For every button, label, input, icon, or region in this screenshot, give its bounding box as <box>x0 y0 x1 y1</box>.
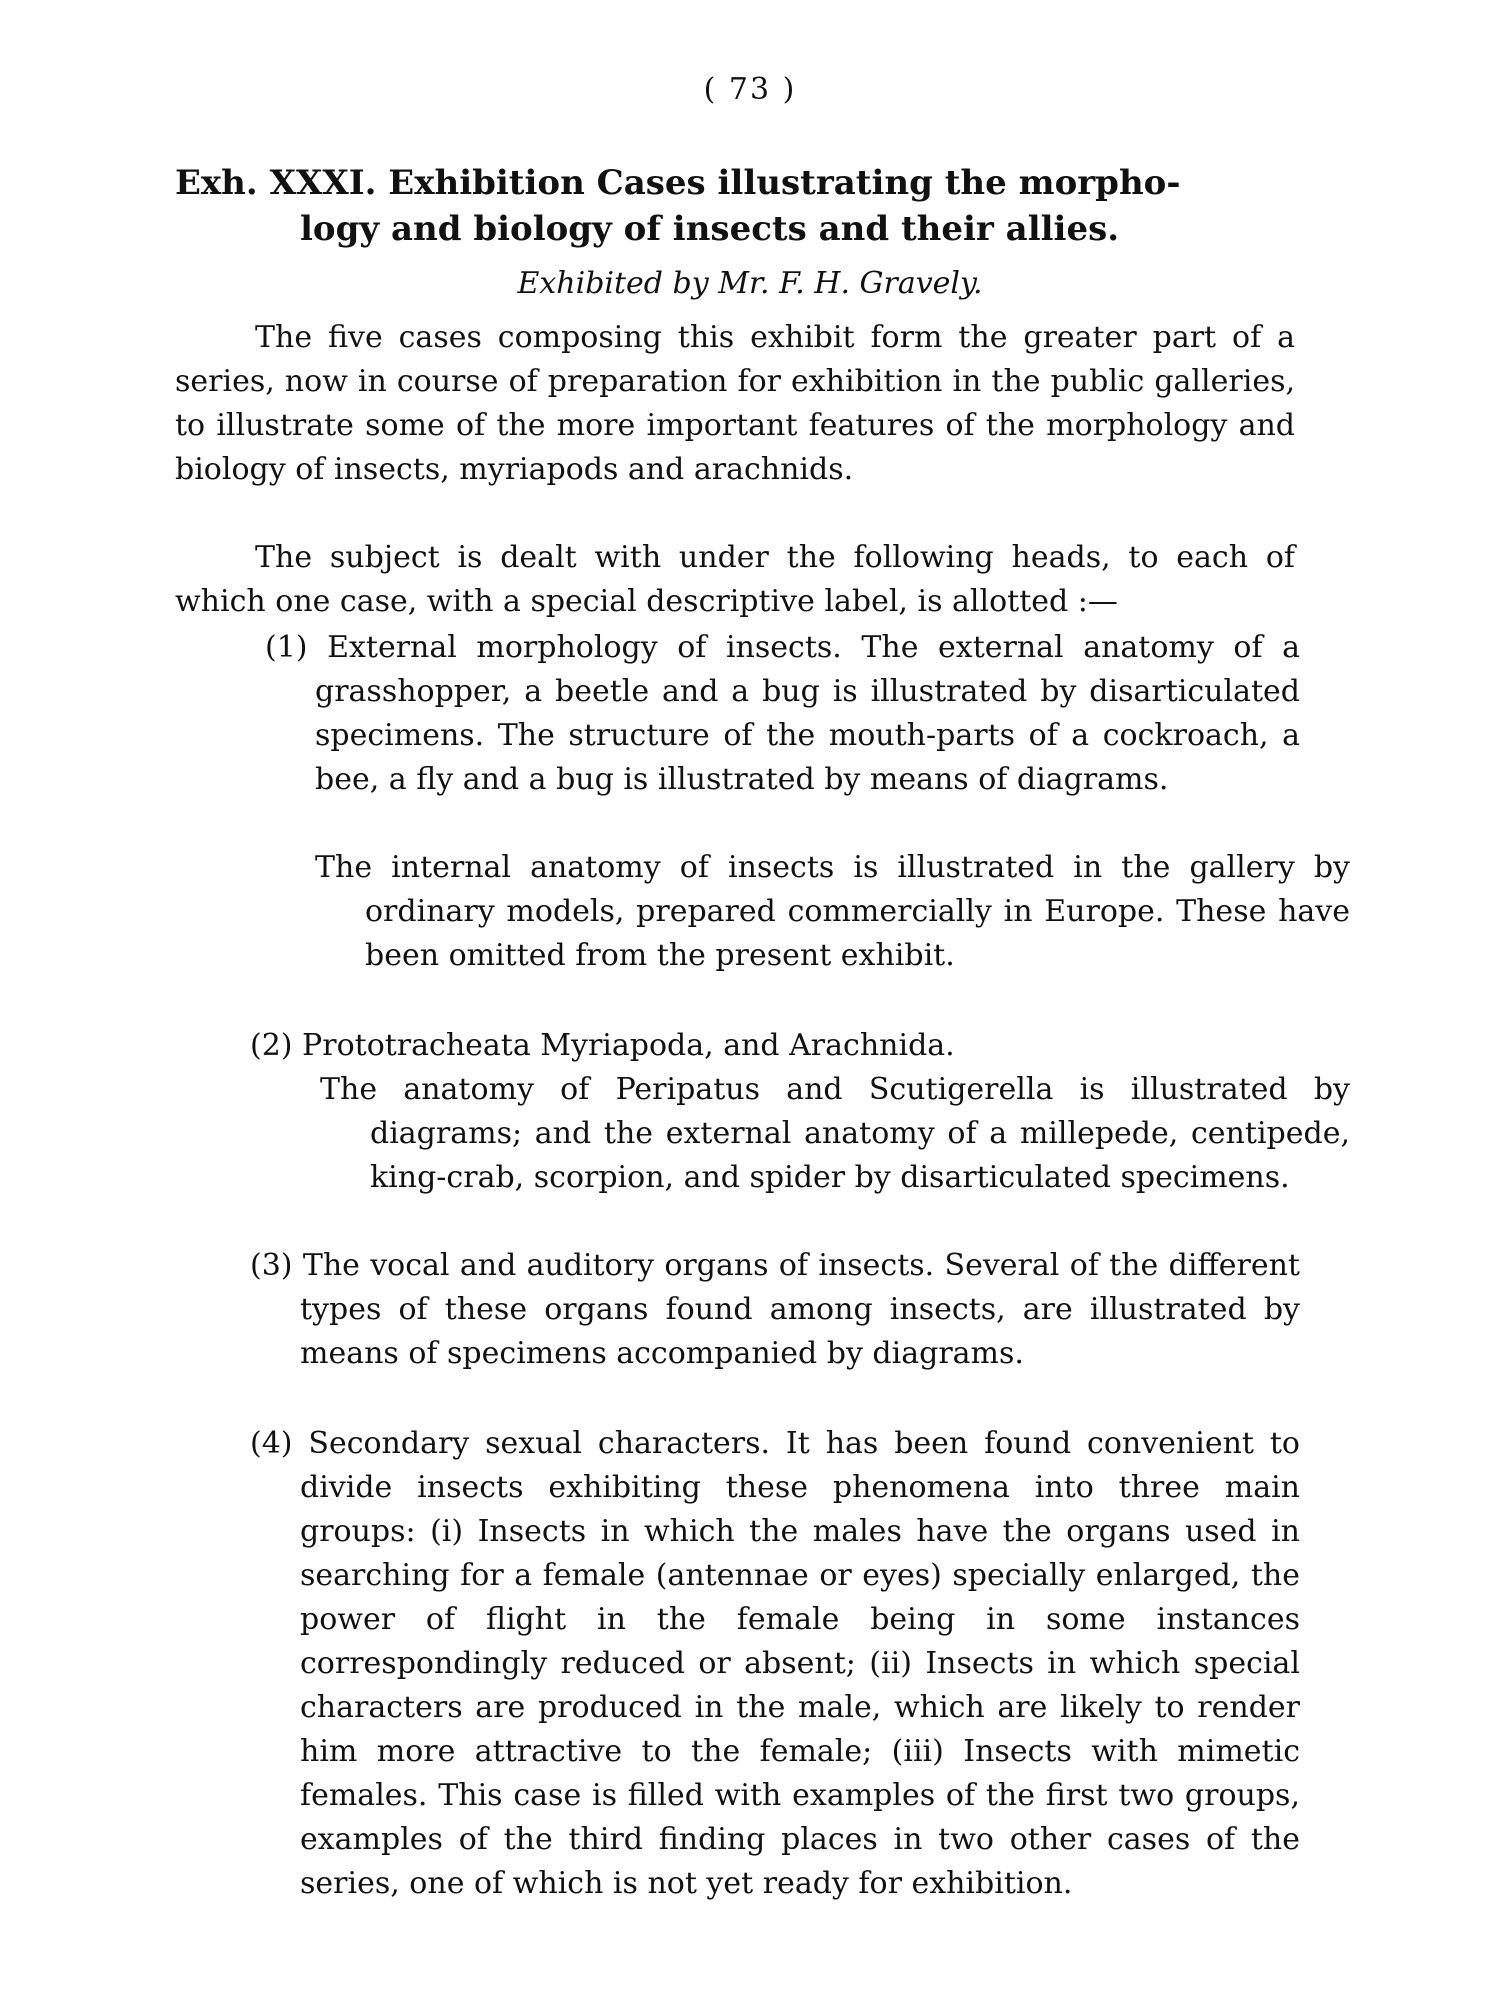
list-item <box>250 1244 1300 1376</box>
item-body: Secondary sexual characters. It has been found convenient to divide insects exhibiting these phenomena into three main groups: (i) Insects in which the males have the organs used in searching for a female (antennae or eyes) specially enlarged, the power of flight in the female being in some instances correspondingly reduced or absent; (ii) Insects in which special characters are produced in the male, which are likely to render him more attractive to the female; (iii) Insects with mimetic females. This case is filled with examples of the first two groups, examples of the third finding places in two other cases of the series, one of which is not yet ready for exhibition. <box>300 1426 1300 1901</box>
list-item-text <box>250 1024 1300 1068</box>
item-number: (1) <box>265 630 308 665</box>
list-item <box>265 626 1300 802</box>
list-item-text <box>250 1244 1300 1376</box>
exhibited-by: Exhibited by Mr. F. H. Gravely. <box>517 266 983 301</box>
page-number: ( 73 ) <box>703 72 797 107</box>
item-body: External morphology of insects. The external anatomy of a grasshopper, a beetle and a bug is illustrated by disarticulated specimens. The structure of the mouth-parts of a cockroach, a bee, a fly and a bug is illustrated by means of diagrams. <box>315 630 1300 797</box>
item-number: (3) <box>250 1248 293 1283</box>
list-item <box>250 1422 1300 1906</box>
item-body: Prototracheata Myriapoda, and Arachnida. <box>302 1028 955 1063</box>
subject-paragraph: The subject is dealt with under the following heads, to each of which one case, with a special descriptive label, is allotted :— <box>175 540 1295 619</box>
heading-line-2: logy and biology of insects and their allies. <box>300 209 1120 249</box>
list-item <box>250 1024 1300 1068</box>
exhibit-heading <box>175 160 1325 252</box>
list-item-text <box>265 626 1300 802</box>
list-item-text <box>250 1422 1300 1906</box>
item-number: (4) <box>250 1426 293 1461</box>
list-item-subparagraph: The internal anatomy of insects is illustrated in the gallery by ordinary models, prepared commercially in Europe. These have been omitted from the present exhibit. <box>315 850 1350 973</box>
item-number: (2) <box>250 1028 293 1063</box>
heading-line-1: Exh. XXXI. Exhibition Cases illustrating the morpho- <box>175 163 1181 203</box>
item-body: The vocal and auditory organs of insects. Several of the different types of these organs found among insects, are illustrated by means of specimens accompanied by diagrams. <box>300 1248 1300 1371</box>
intro-paragraph: The five cases composing this exhibit form the greater part of a series, now in course of preparation for exhibition in the public galleries, to illustrate some of the more important features of the morphology and biology of insects, myriapods and arachnids. <box>175 320 1295 487</box>
list-item-subparagraph: The anatomy of Peripatus and Scutigerella is illustrated by diagrams; and the external anatomy of a millepede, centipede, king-crab, scorpion, and spider by disarticulated specimens. <box>320 1072 1350 1195</box>
